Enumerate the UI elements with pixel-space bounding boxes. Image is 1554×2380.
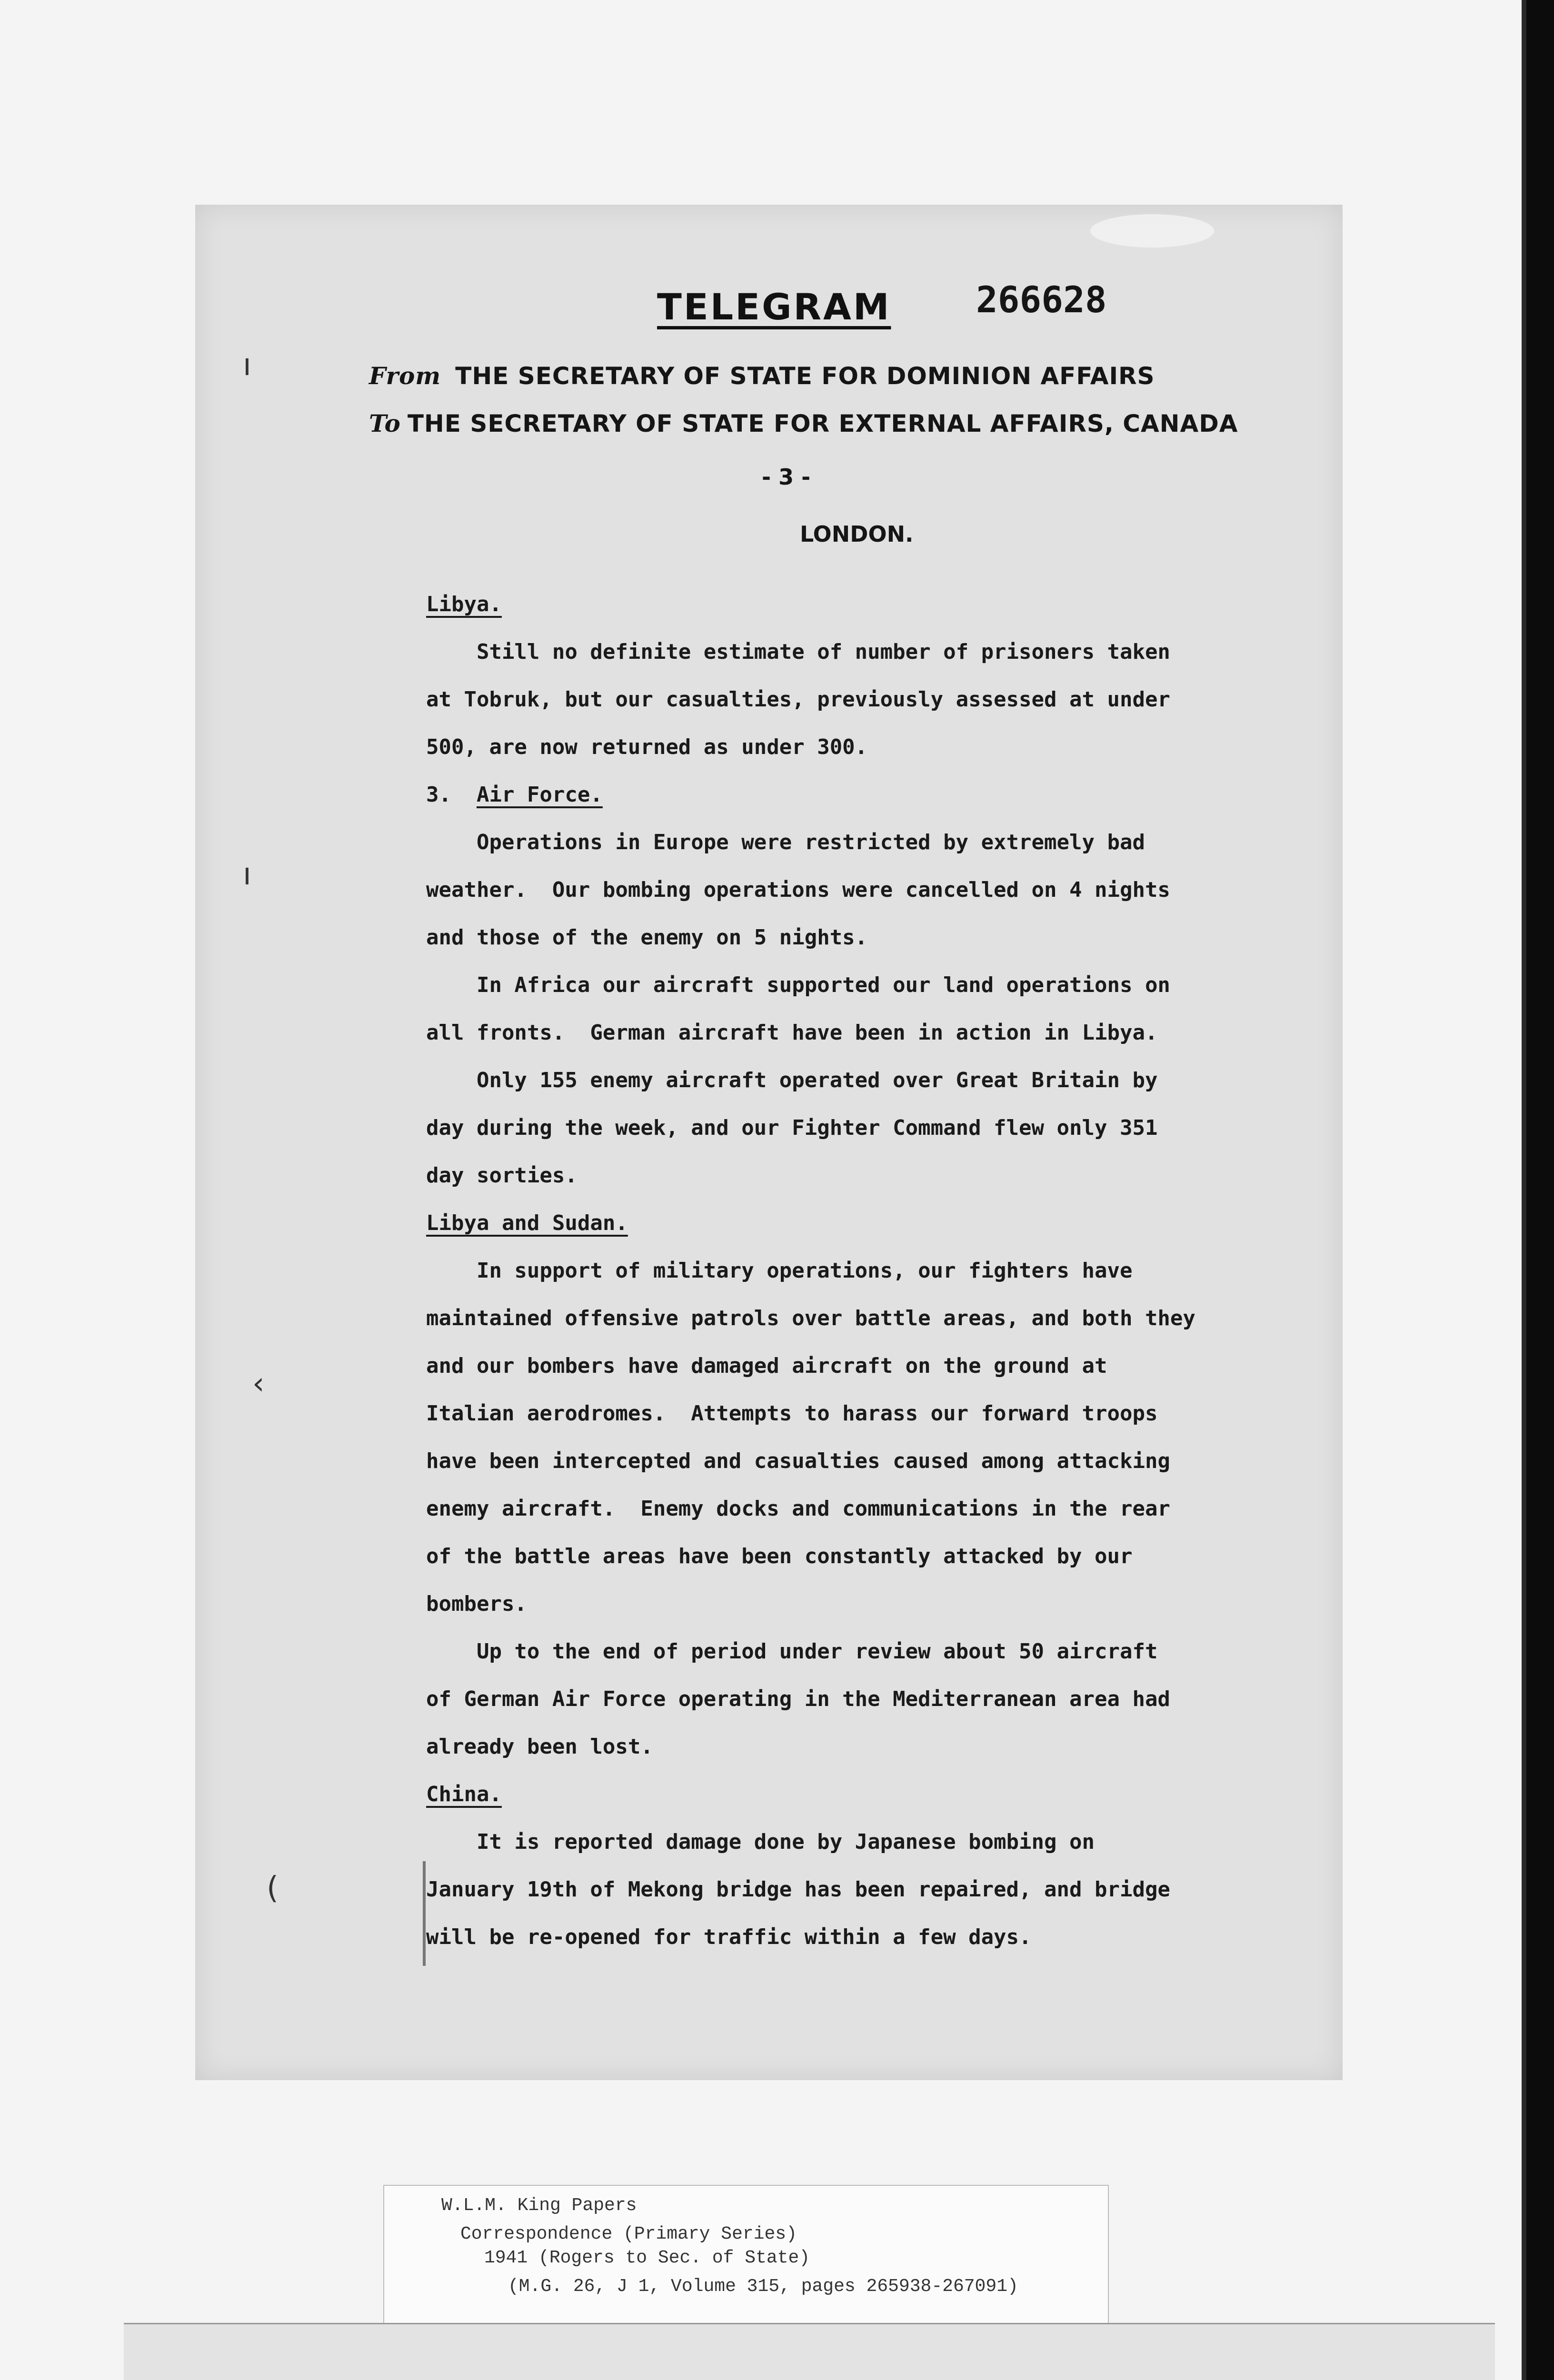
body-line: at Tobruk, but our casualties, previously assessed at under	[426, 687, 1170, 712]
body-line: Italian aerodromes. Attempts to harass our forward troops	[426, 1401, 1158, 1426]
label-line-2: Correspondence (Primary Series)	[460, 2224, 797, 2244]
section-heading	[426, 771, 1326, 819]
label-line-1: W.L.M. King Papers	[441, 2195, 637, 2216]
section-number: 3.	[426, 783, 477, 807]
section-heading-text: Libya and Sudan.	[426, 1211, 628, 1235]
paper-scuff	[1090, 214, 1214, 248]
from-text: THE SECRETARY OF STATE FOR DOMINION AFFAIRS	[455, 362, 1155, 390]
telegram-body	[426, 581, 1326, 1961]
body-line: It is reported damage done by Japanese bombing on	[426, 1830, 1095, 1854]
to-label: To	[369, 409, 401, 437]
body-line: of German Air Force operating in the Mediterranean area had	[426, 1687, 1170, 1711]
from-label: From	[369, 362, 441, 390]
body-line: Operations in Europe were restricted by extremely bad	[426, 830, 1145, 854]
section-heading	[426, 1200, 1326, 1247]
archives-card	[124, 2323, 1495, 2380]
to-text: THE SECRETARY OF STATE FOR EXTERNAL AFFAIRS, CANADA	[407, 410, 1238, 437]
catalogue-label	[383, 2185, 1109, 2327]
body-line: Still no definite estimate of number of prisoners taken	[426, 640, 1170, 664]
scan-edge	[1526, 0, 1554, 2380]
section-heading-text: Libya.	[426, 592, 502, 616]
body-line: In Africa our aircraft supported our land operations on	[426, 973, 1170, 997]
label-line-4: (M.G. 26, J 1, Volume 315, pages 265938-267091)	[508, 2276, 1018, 2297]
body-line: Only 155 enemy aircraft operated over Great Britain by	[426, 1068, 1158, 1092]
body-line: bombers.	[426, 1592, 527, 1616]
city-line: LONDON.	[800, 521, 914, 547]
body-line: day during the week, and our Fighter Command flew only 351	[426, 1116, 1158, 1140]
from-line	[369, 362, 1155, 390]
section-heading	[426, 581, 1326, 628]
label-line-3: 1941 (Rogers to Sec. of State)	[484, 2248, 810, 2268]
body-line: weather. Our bombing operations were cancelled on 4 nights	[426, 878, 1170, 902]
body-line: enemy aircraft. Enemy docks and communications in the rear	[426, 1497, 1170, 1521]
body-line: have been intercepted and casualties caused among attacking	[426, 1449, 1170, 1473]
body-line: day sorties.	[426, 1163, 578, 1188]
body-line: and those of the enemy on 5 nights.	[426, 925, 868, 950]
punch-hole-mark: ı	[243, 347, 251, 383]
scan-edge-inner	[1522, 0, 1526, 2380]
body-line: will be re-opened for traffic within a few days.	[426, 1925, 1032, 1949]
telegram-title: TELEGRAM	[657, 286, 891, 328]
page-number: - 3 -	[762, 464, 811, 490]
punch-hole-mark: (	[267, 1871, 279, 1906]
body-line: Up to the end of period under review about 50 aircraft	[426, 1639, 1158, 1664]
body-line: January 19th of Mekong bridge has been repaired, and bridge	[426, 1877, 1170, 1902]
body-line: In support of military operations, our fighters have	[426, 1259, 1133, 1283]
telegram-sheet	[195, 205, 1343, 2080]
body-line: and our bombers have damaged aircraft on the ground at	[426, 1354, 1107, 1378]
punch-hole-mark: ı	[243, 857, 251, 892]
section-heading-text: Air Force.	[476, 783, 603, 807]
body-line: 500, are now returned as under 300.	[426, 735, 868, 759]
to-line	[369, 409, 1238, 437]
punch-hole-mark: ‹	[252, 1366, 265, 1401]
margin-pencil-mark	[423, 1861, 426, 1966]
body-line: all fronts. German aircraft have been in action in Libya.	[426, 1021, 1158, 1045]
body-line: already been lost.	[426, 1735, 653, 1759]
section-heading-text: China.	[426, 1782, 502, 1806]
body-line: maintained offensive patrols over battle areas, and both they	[426, 1306, 1195, 1330]
body-line: of the battle areas have been constantly attacked by our	[426, 1544, 1133, 1568]
telegram-number: 266628	[976, 278, 1107, 321]
section-heading	[426, 1771, 1326, 1818]
